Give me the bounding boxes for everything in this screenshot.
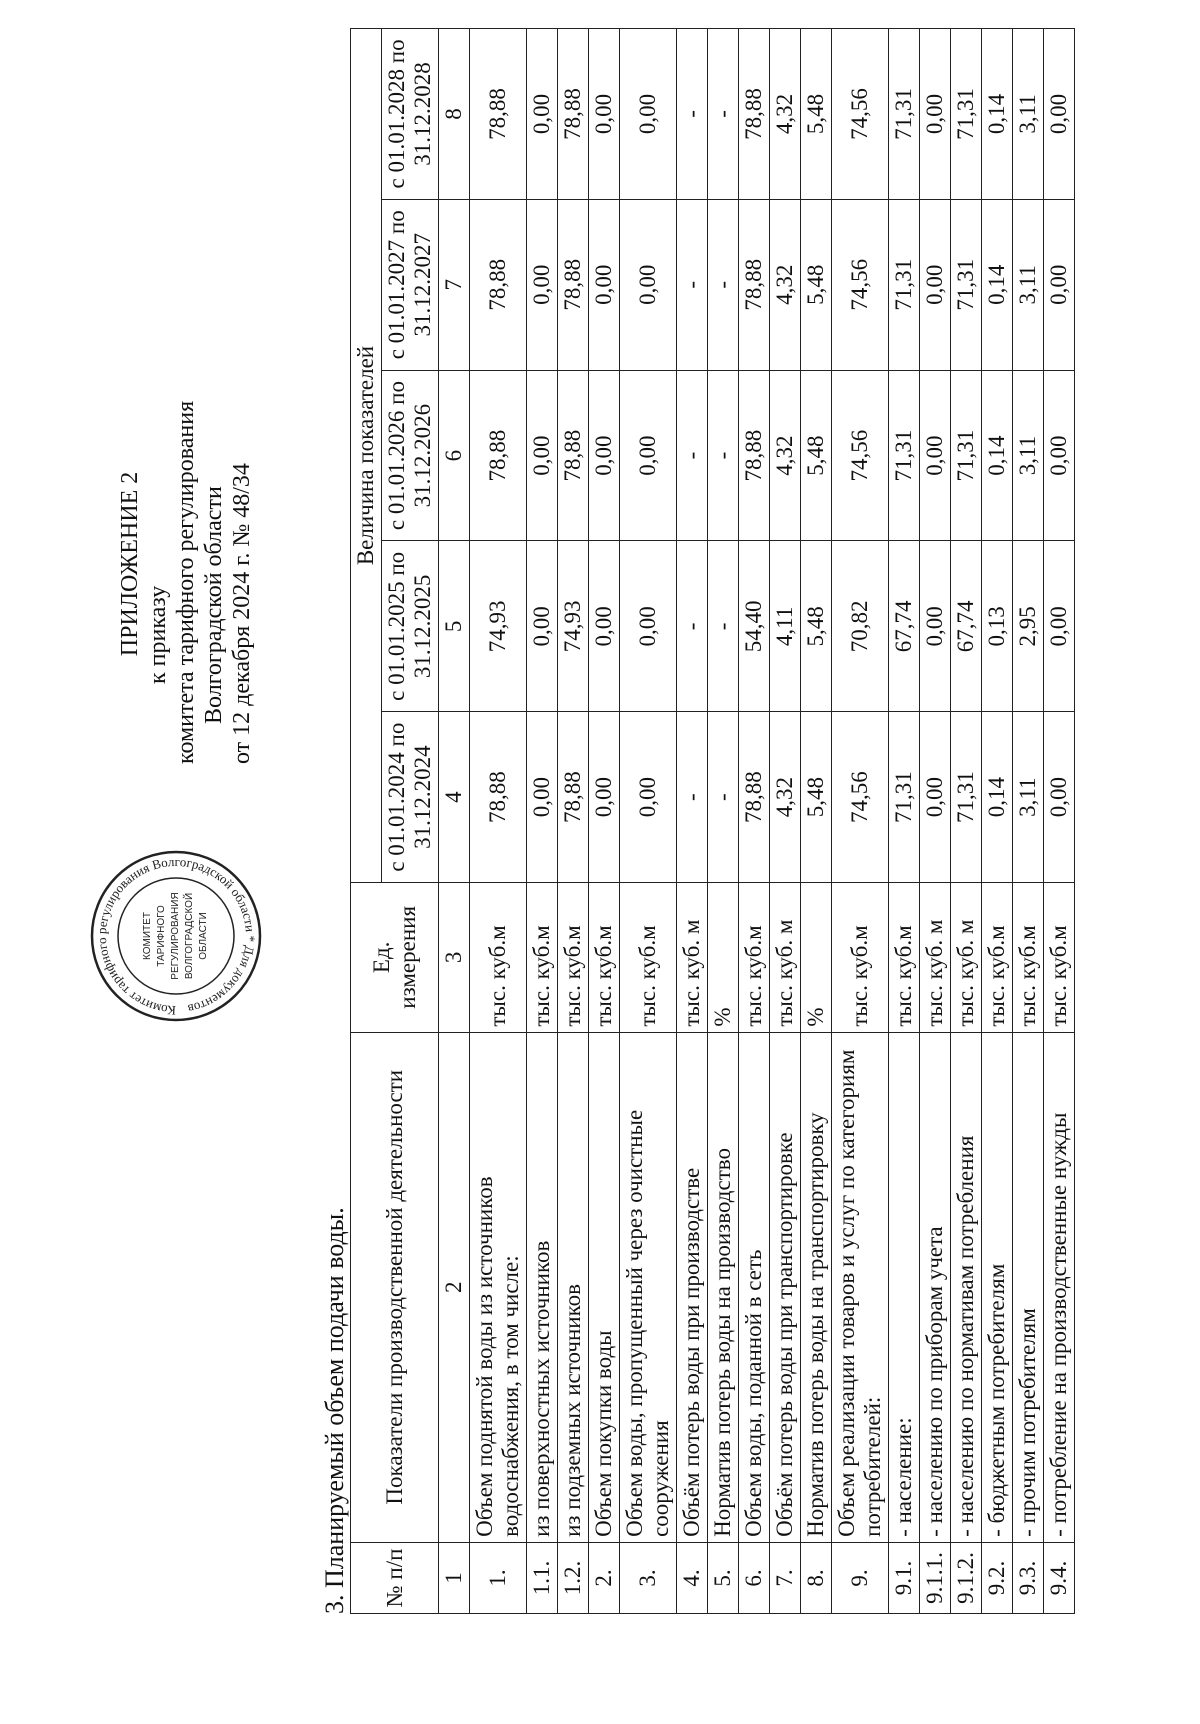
row-unit: тыс. куб. м bbox=[920, 883, 951, 1033]
row-value: 3,11 bbox=[1013, 712, 1044, 883]
table-row bbox=[920, 29, 951, 1614]
region-name: Волгоградской области bbox=[201, 486, 227, 724]
table-row bbox=[951, 29, 982, 1614]
row-value: 71,31 bbox=[951, 712, 982, 883]
row-value: 5,48 bbox=[801, 29, 832, 200]
row-value: 78,88 bbox=[558, 370, 589, 541]
row-unit: тыс. куб. м bbox=[677, 883, 708, 1033]
row-indicator: Норматив потерь воды на транспортировку bbox=[801, 1032, 832, 1542]
col-number: 4 bbox=[439, 712, 470, 883]
section-title: 3. Планируемый объем подачи воды. bbox=[320, 1207, 349, 1614]
row-value: 71,31 bbox=[889, 370, 920, 541]
row-number: 9.3. bbox=[1013, 1542, 1044, 1613]
row-value: - bbox=[677, 29, 708, 200]
row-indicator: - потребление на производственные нужды bbox=[1044, 1032, 1075, 1542]
row-value: 74,56 bbox=[832, 370, 889, 541]
appendix-label: ПРИЛОЖЕНИЕ 2 bbox=[117, 471, 143, 657]
row-value: 4,11 bbox=[770, 541, 801, 712]
row-indicator: - населению по нормативам потребления bbox=[951, 1032, 982, 1542]
table-row bbox=[889, 29, 920, 1614]
row-value: - bbox=[677, 370, 708, 541]
row-value: 78,88 bbox=[558, 199, 589, 370]
row-value: 74,93 bbox=[558, 541, 589, 712]
row-unit: тыс. куб.м bbox=[620, 883, 677, 1033]
row-indicator: Объём потерь воды при производстве bbox=[677, 1032, 708, 1542]
row-value: 0,14 bbox=[982, 199, 1013, 370]
row-indicator: - населению по приборам учета bbox=[920, 1032, 951, 1542]
row-value: 78,88 bbox=[470, 712, 527, 883]
row-indicator: - население: bbox=[889, 1032, 920, 1542]
row-number: 9.4. bbox=[1044, 1542, 1075, 1613]
row-value: - bbox=[708, 370, 739, 541]
table-row bbox=[620, 29, 677, 1614]
stamp-line: ОБЛАСТИ bbox=[198, 912, 209, 960]
row-value: 0,00 bbox=[527, 370, 558, 541]
col-no-header: № п/п bbox=[351, 1542, 439, 1613]
row-value: 74,56 bbox=[832, 712, 889, 883]
row-value: 0,00 bbox=[920, 712, 951, 883]
order-date: от 12 декабря 2024 г. № 48/34 bbox=[229, 463, 255, 764]
row-indicator: Объём потерь воды при транспортировке bbox=[770, 1032, 801, 1542]
row-value: 0,00 bbox=[920, 370, 951, 541]
row-number: 9.1.1. bbox=[920, 1542, 951, 1613]
row-value: 70,82 bbox=[832, 541, 889, 712]
row-value: 0,14 bbox=[982, 370, 1013, 541]
row-indicator: Норматив потерь воды на производство bbox=[708, 1032, 739, 1542]
row-value: 5,48 bbox=[801, 712, 832, 883]
row-value: 0,14 bbox=[982, 712, 1013, 883]
row-number: 7. bbox=[770, 1542, 801, 1613]
row-value: 78,88 bbox=[558, 712, 589, 883]
row-value: 0,00 bbox=[589, 712, 620, 883]
stamp-ring-text: Комитет тарифного регулирования Волгоградской области * Для документов bbox=[93, 853, 259, 1019]
stamp-center bbox=[142, 892, 209, 979]
row-value: 3,11 bbox=[1013, 370, 1044, 541]
stamp-line: ВОЛГОГРАДСКОЙ bbox=[184, 892, 195, 980]
row-value: 0,00 bbox=[620, 370, 677, 541]
row-unit: тыс. куб.м bbox=[1044, 883, 1075, 1033]
row-value: 0,00 bbox=[589, 370, 620, 541]
table-body bbox=[470, 29, 1075, 1614]
row-value: 74,56 bbox=[832, 29, 889, 200]
row-value: 0,00 bbox=[620, 541, 677, 712]
row-value: 78,88 bbox=[739, 370, 770, 541]
row-number: 9.1. bbox=[889, 1542, 920, 1613]
table-row bbox=[1044, 29, 1075, 1614]
row-value: 0,00 bbox=[1044, 541, 1075, 712]
row-number: 6. bbox=[739, 1542, 770, 1613]
row-unit: тыс. куб.м bbox=[558, 883, 589, 1033]
table-row bbox=[982, 29, 1013, 1614]
table-row bbox=[1013, 29, 1044, 1614]
row-value: 0,00 bbox=[920, 199, 951, 370]
stamp-line: КОМИТЕТ bbox=[142, 912, 153, 960]
row-unit: тыс. куб.м bbox=[1013, 883, 1044, 1033]
row-value: 5,48 bbox=[801, 199, 832, 370]
row-number: 5. bbox=[708, 1542, 739, 1613]
row-value: 0,00 bbox=[920, 541, 951, 712]
row-unit: тыс. куб. м bbox=[951, 883, 982, 1033]
row-value: 0,00 bbox=[527, 199, 558, 370]
row-value: 0,00 bbox=[1044, 29, 1075, 200]
water-supply-table bbox=[350, 28, 1075, 1614]
row-unit: % bbox=[801, 883, 832, 1033]
row-number: 1. bbox=[470, 1542, 527, 1613]
table-header bbox=[351, 29, 470, 1614]
row-number: 9. bbox=[832, 1542, 889, 1613]
row-indicator: - прочим потребителям bbox=[1013, 1032, 1044, 1542]
row-value: 78,88 bbox=[558, 29, 589, 200]
order-ref: к приказу bbox=[145, 585, 171, 684]
row-value: 78,88 bbox=[739, 29, 770, 200]
row-value: 67,74 bbox=[951, 541, 982, 712]
row-unit: тыс. куб.м bbox=[889, 883, 920, 1033]
row-value: 71,31 bbox=[889, 199, 920, 370]
row-number: 1.1. bbox=[527, 1542, 558, 1613]
row-value: 4,32 bbox=[770, 199, 801, 370]
row-value: - bbox=[677, 712, 708, 883]
col-number: 6 bbox=[439, 370, 470, 541]
table-row bbox=[589, 29, 620, 1614]
row-value: 4,32 bbox=[770, 29, 801, 200]
row-value: 71,31 bbox=[889, 712, 920, 883]
row-unit: тыс. куб.м bbox=[739, 883, 770, 1033]
committee-name: комитета тарифного регулирования bbox=[173, 400, 199, 764]
row-value: 4,32 bbox=[770, 370, 801, 541]
row-value: 0,00 bbox=[620, 199, 677, 370]
row-indicator: Объем поднятой воды из источников водоснабжения, в том числе: bbox=[470, 1032, 527, 1542]
row-value: 0,00 bbox=[1044, 199, 1075, 370]
row-unit: тыс. куб.м bbox=[589, 883, 620, 1033]
row-value: 0,00 bbox=[589, 29, 620, 200]
row-unit: тыс. куб.м bbox=[527, 883, 558, 1033]
row-unit: тыс. куб. м bbox=[770, 883, 801, 1033]
row-value: 2,95 bbox=[1013, 541, 1044, 712]
col-number: 8 bbox=[439, 29, 470, 200]
row-value: 71,31 bbox=[889, 29, 920, 200]
row-value: - bbox=[677, 541, 708, 712]
row-value: 71,31 bbox=[951, 370, 982, 541]
row-value: 78,88 bbox=[470, 29, 527, 200]
row-value: 74,56 bbox=[832, 199, 889, 370]
row-value: - bbox=[677, 199, 708, 370]
table-row bbox=[801, 29, 832, 1614]
row-unit: тыс. куб.м bbox=[832, 883, 889, 1033]
row-value: 78,88 bbox=[739, 712, 770, 883]
table-row bbox=[739, 29, 770, 1614]
row-number: 8. bbox=[801, 1542, 832, 1613]
row-value: 78,88 bbox=[470, 370, 527, 541]
row-indicator: Объем реализации товаров и услуг по категориям потребителей: bbox=[832, 1032, 889, 1542]
row-number: 3. bbox=[620, 1542, 677, 1613]
row-value: 0,00 bbox=[620, 712, 677, 883]
row-value: 0,00 bbox=[1044, 712, 1075, 883]
row-value: 78,88 bbox=[739, 199, 770, 370]
row-value: 54,40 bbox=[739, 541, 770, 712]
row-value: 78,88 bbox=[470, 199, 527, 370]
row-value: 0,13 bbox=[982, 541, 1013, 712]
row-value: - bbox=[708, 541, 739, 712]
row-indicator: из поверхностных источников bbox=[527, 1032, 558, 1542]
table-row bbox=[770, 29, 801, 1614]
row-number: 9.2. bbox=[982, 1542, 1013, 1613]
period-header: с 01.01.2027 по 31.12.2027 bbox=[382, 199, 439, 370]
stamp-line: РЕГУЛИРОВАНИЯ bbox=[170, 892, 181, 980]
col-number: 2 bbox=[439, 1032, 470, 1542]
row-indicator: Объем покупки воды bbox=[589, 1032, 620, 1542]
row-value: 74,93 bbox=[470, 541, 527, 712]
values-group-header: Величина показателей bbox=[351, 29, 382, 883]
row-value: 0,00 bbox=[527, 29, 558, 200]
col-number: 7 bbox=[439, 199, 470, 370]
row-indicator: из подземных источников bbox=[558, 1032, 589, 1542]
period-header: с 01.01.2024 по 31.12.2024 bbox=[382, 712, 439, 883]
col-name-header: Показатели производственной деятельности bbox=[351, 1032, 439, 1542]
row-value: - bbox=[708, 199, 739, 370]
row-value: 0,00 bbox=[527, 541, 558, 712]
row-value: 71,31 bbox=[951, 199, 982, 370]
row-value: 5,48 bbox=[801, 370, 832, 541]
row-number: 9.1.2. bbox=[951, 1542, 982, 1613]
row-value: 0,00 bbox=[527, 712, 558, 883]
row-value: 3,11 bbox=[1013, 29, 1044, 200]
period-header: с 01.01.2025 по 31.12.2025 bbox=[382, 541, 439, 712]
row-number: 2. bbox=[589, 1542, 620, 1613]
col-number: 3 bbox=[439, 883, 470, 1033]
table-row bbox=[677, 29, 708, 1614]
table-row bbox=[832, 29, 889, 1614]
row-value: 71,31 bbox=[951, 29, 982, 200]
official-stamp bbox=[88, 848, 264, 1024]
table-row bbox=[527, 29, 558, 1614]
row-number: 4. bbox=[677, 1542, 708, 1613]
period-header: с 01.01.2028 по 31.12.2028 bbox=[382, 29, 439, 200]
col-number: 1 bbox=[439, 1542, 470, 1613]
row-value: 0,00 bbox=[920, 29, 951, 200]
row-value: 67,74 bbox=[889, 541, 920, 712]
column-number-row bbox=[439, 29, 470, 1614]
row-value: 4,32 bbox=[770, 712, 801, 883]
row-value: 5,48 bbox=[801, 541, 832, 712]
table-row bbox=[470, 29, 527, 1614]
row-value: 0,00 bbox=[589, 541, 620, 712]
row-number: 1.2. bbox=[558, 1542, 589, 1613]
col-unit-header: Ед. измерения bbox=[351, 883, 439, 1033]
row-value: - bbox=[708, 712, 739, 883]
stamp-line: ТАРИФНОГО bbox=[156, 905, 167, 967]
row-value: 0,00 bbox=[620, 29, 677, 200]
table-row bbox=[708, 29, 739, 1614]
row-value: 0,00 bbox=[1044, 370, 1075, 541]
appendix-header bbox=[116, 324, 256, 844]
table-row bbox=[558, 29, 589, 1614]
row-unit: тыс. куб.м bbox=[470, 883, 527, 1033]
period-header: с 01.01.2026 по 31.12.2026 bbox=[382, 370, 439, 541]
row-unit: % bbox=[708, 883, 739, 1033]
row-value: 0,14 bbox=[982, 29, 1013, 200]
row-indicator: Объем воды, пропущенный через очистные сооружения bbox=[620, 1032, 677, 1542]
row-value: - bbox=[708, 29, 739, 200]
col-number: 5 bbox=[439, 541, 470, 712]
row-value: 3,11 bbox=[1013, 199, 1044, 370]
row-indicator: Объем воды, поданной в сеть bbox=[739, 1032, 770, 1542]
row-indicator: - бюджетным потребителям bbox=[982, 1032, 1013, 1542]
row-value: 0,00 bbox=[589, 199, 620, 370]
row-unit: тыс. куб.м bbox=[982, 883, 1013, 1033]
